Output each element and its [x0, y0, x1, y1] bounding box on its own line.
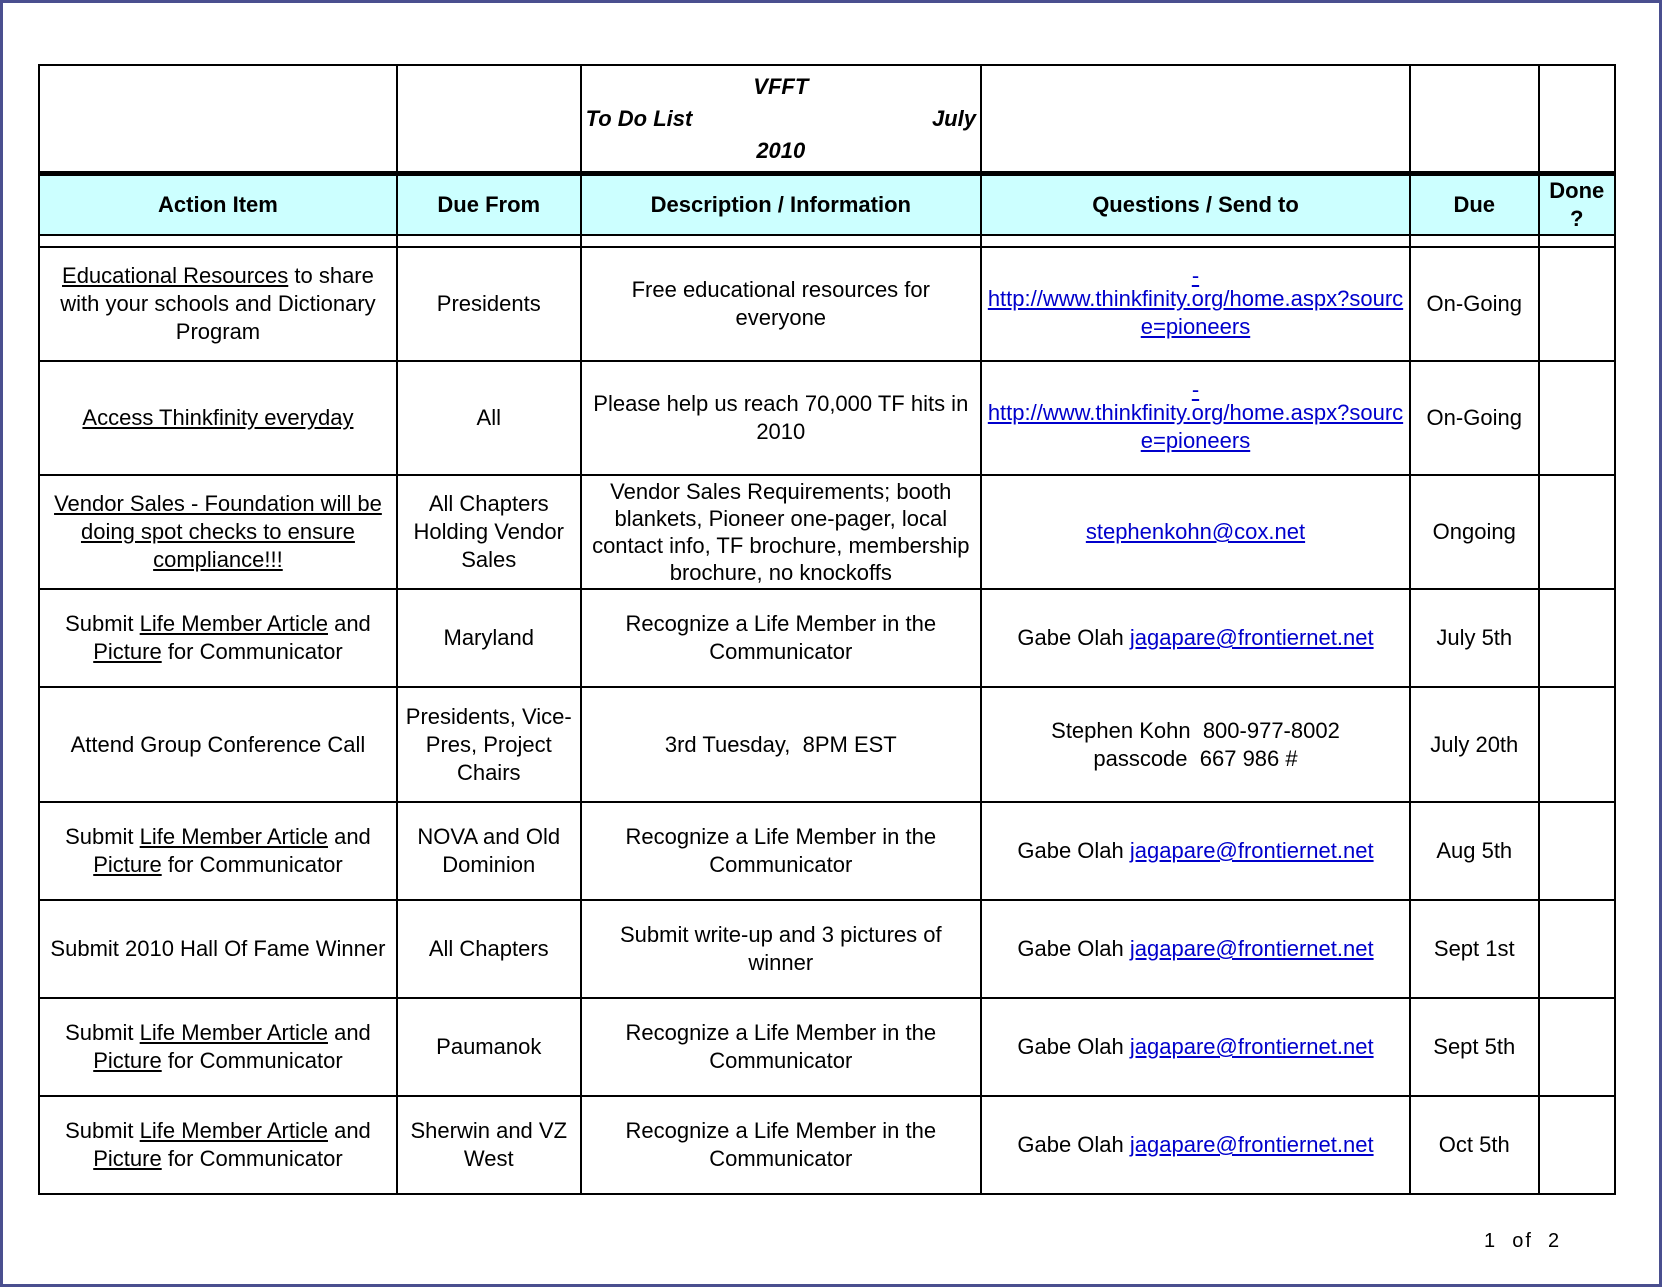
due-cell: July 5th	[1410, 589, 1539, 687]
action-item-text: Submit	[65, 611, 140, 636]
spacer-cell	[39, 235, 397, 247]
contact-name: Gabe Olah	[1017, 1034, 1130, 1059]
action-item-text: and	[327, 824, 371, 849]
contact-name: Gabe Olah	[1017, 936, 1130, 961]
spacer-cell	[397, 235, 581, 247]
description-cell: Recognize a Life Member in the Communicator	[581, 998, 981, 1096]
due-cell: On-Going	[1410, 361, 1539, 475]
title-blank-4	[1410, 65, 1539, 174]
due-cell: Sept 1st	[1410, 900, 1539, 998]
table-row	[39, 687, 1615, 802]
action-item-cell	[39, 475, 397, 589]
table-row	[39, 589, 1615, 687]
action-item-link[interactable]: Access Thinkfinity everyday	[82, 405, 354, 430]
spacer-cell	[1539, 235, 1616, 247]
done-cell[interactable]	[1539, 900, 1616, 998]
description-cell: Please help us reach 70,000 TF hits in 2010	[581, 361, 981, 475]
due-from-cell: NOVA and Old Dominion	[397, 802, 581, 900]
done-cell[interactable]	[1539, 687, 1616, 802]
table-row	[39, 900, 1615, 998]
questions-cell	[981, 802, 1410, 900]
done-cell[interactable]	[1539, 589, 1616, 687]
life-member-article-link[interactable]: Life Member Article	[139, 824, 328, 849]
thinkfinity-link[interactable]: http://www.thinkfinity.org/home.aspx?source=pioneers	[987, 400, 1404, 453]
title-blank-1	[39, 65, 397, 174]
title-blank-2	[397, 65, 581, 174]
description-cell: Recognize a Life Member in the Communicator	[581, 589, 981, 687]
action-item-text: and	[327, 611, 371, 636]
contact-line-2: passcode 667 986 #	[1093, 745, 1298, 771]
life-member-article-link[interactable]: Life Member Article	[139, 611, 328, 636]
link-dash: -	[1191, 377, 1200, 402]
due-from-cell: All	[397, 361, 581, 475]
due-cell: Aug 5th	[1410, 802, 1539, 900]
action-item-cell	[39, 361, 397, 475]
action-item-text: Submit	[65, 824, 140, 849]
questions-cell	[981, 475, 1410, 589]
picture-link[interactable]: Picture	[93, 852, 162, 877]
thinkfinity-link[interactable]: http://www.thinkfinity.org/home.aspx?source=pioneers	[987, 286, 1404, 339]
document-title	[581, 65, 981, 174]
due-cell: On-Going	[1410, 247, 1539, 361]
email-link[interactable]: jagapare@frontiernet.net	[1129, 1034, 1374, 1059]
title-blank-5	[1539, 65, 1616, 174]
life-member-article-link[interactable]: Life Member Article	[139, 1020, 328, 1045]
due-from-cell: All Chapters	[397, 900, 581, 998]
link-dash: -	[1191, 263, 1200, 288]
due-from-cell: All Chapters Holding Vendor Sales	[397, 475, 581, 589]
todo-table	[38, 64, 1616, 1195]
description-cell: Submit write-up and 3 pictures of winner	[581, 900, 981, 998]
done-cell[interactable]	[1539, 475, 1616, 589]
due-cell: Ongoing	[1410, 475, 1539, 589]
page-number: 1 of 2	[1484, 1230, 1562, 1252]
action-item-text: Submit	[65, 1118, 140, 1143]
action-item-cell	[39, 589, 397, 687]
done-cell[interactable]	[1539, 247, 1616, 361]
done-cell[interactable]	[1539, 361, 1616, 475]
header-row	[39, 174, 1615, 236]
done-cell[interactable]	[1539, 802, 1616, 900]
questions-cell	[981, 1096, 1410, 1194]
action-item-cell: Attend Group Conference Call	[39, 687, 397, 802]
description-cell: Recognize a Life Member in the Communicator	[581, 1096, 981, 1194]
action-item-text: for Communicator	[161, 639, 343, 664]
action-item-text: Submit	[65, 1020, 140, 1045]
contact-name: Gabe Olah	[1017, 838, 1130, 863]
header-questions: Questions / Send to	[981, 174, 1410, 236]
questions-cell	[981, 247, 1410, 361]
due-from-cell: Sherwin and VZ West	[397, 1096, 581, 1194]
title-line-2	[586, 103, 976, 135]
due-cell: Sept 5th	[1410, 998, 1539, 1096]
spacer-cell	[1410, 235, 1539, 247]
action-item-text: for Communicator	[161, 1048, 343, 1073]
questions-cell	[981, 998, 1410, 1096]
action-item-cell	[39, 998, 397, 1096]
action-item-text: for Communicator	[161, 852, 343, 877]
due-cell: July 20th	[1410, 687, 1539, 802]
contact-name: Gabe Olah	[1017, 625, 1130, 650]
email-link[interactable]: stephenkohn@cox.net	[1085, 519, 1306, 544]
questions-cell	[981, 687, 1410, 802]
table-row	[39, 361, 1615, 475]
title-row	[39, 65, 1615, 174]
email-link[interactable]: jagapare@frontiernet.net	[1129, 838, 1374, 863]
title-line-2-right: July	[931, 105, 976, 131]
action-item-cell: Submit 2010 Hall Of Fame Winner	[39, 900, 397, 998]
description-cell: Free educational resources for everyone	[581, 247, 981, 361]
description-cell: Recognize a Life Member in the Communicator	[581, 802, 981, 900]
description-cell: Vendor Sales Requirements; booth blankets, Pioneer one-pager, local contact info, TF brochure, membership brochure, no knockoffs	[581, 475, 981, 589]
table-row	[39, 998, 1615, 1096]
table-row	[39, 1096, 1615, 1194]
action-item-cell	[39, 802, 397, 900]
table-row	[39, 475, 1615, 589]
spacer-cell	[581, 235, 981, 247]
table-row	[39, 247, 1615, 361]
due-from-cell: Presidents, Vice-Pres, Project Chairs	[397, 687, 581, 802]
life-member-article-link[interactable]: Life Member Article	[139, 1118, 328, 1143]
action-item-link[interactable]: Vendor Sales - Foundation will be doing spot checks to ensure compliance!!!	[54, 491, 382, 572]
due-cell: Oct 5th	[1410, 1096, 1539, 1194]
spacer-cell	[981, 235, 1410, 247]
spacer-row	[39, 235, 1615, 247]
description-cell: 3rd Tuesday, 8PM EST	[581, 687, 981, 802]
header-due: Due	[1410, 174, 1539, 236]
action-item-text: for Communicator	[161, 1146, 343, 1171]
action-item-text: to share with your schools and Dictionary Program	[60, 263, 376, 344]
picture-link[interactable]: Picture	[93, 1048, 162, 1073]
header-due-from: Due From	[397, 174, 581, 236]
action-item-text: and	[327, 1118, 371, 1143]
contact-name: Gabe Olah	[1017, 1132, 1130, 1157]
contact-line-1: Stephen Kohn 800-977-8002	[1051, 717, 1340, 743]
done-cell[interactable]	[1539, 998, 1616, 1096]
header-description: Description / Information	[581, 174, 981, 236]
picture-link[interactable]: Picture	[93, 1146, 162, 1171]
questions-cell	[981, 589, 1410, 687]
header-action-item: Action Item	[39, 174, 397, 236]
title-blank-3	[981, 65, 1410, 174]
title-line-3: 2010	[756, 137, 806, 163]
email-link[interactable]: jagapare@frontiernet.net	[1129, 936, 1374, 961]
questions-cell	[981, 361, 1410, 475]
table-row	[39, 802, 1615, 900]
action-item-link[interactable]: Educational Resources	[62, 263, 289, 288]
action-item-text: and	[327, 1020, 371, 1045]
done-cell[interactable]	[1539, 1096, 1616, 1194]
title-line-1: VFFT	[753, 73, 809, 99]
header-done: Done ?	[1539, 174, 1616, 236]
questions-cell	[981, 900, 1410, 998]
due-from-cell: Paumanok	[397, 998, 581, 1096]
title-line-2-left: To Do List	[585, 105, 693, 131]
email-link[interactable]: jagapare@frontiernet.net	[1129, 625, 1374, 650]
due-from-cell: Presidents	[397, 247, 581, 361]
picture-link[interactable]: Picture	[93, 639, 162, 664]
email-link[interactable]: jagapare@frontiernet.net	[1129, 1132, 1374, 1157]
action-item-cell	[39, 1096, 397, 1194]
due-from-cell: Maryland	[397, 589, 581, 687]
action-item-cell	[39, 247, 397, 361]
